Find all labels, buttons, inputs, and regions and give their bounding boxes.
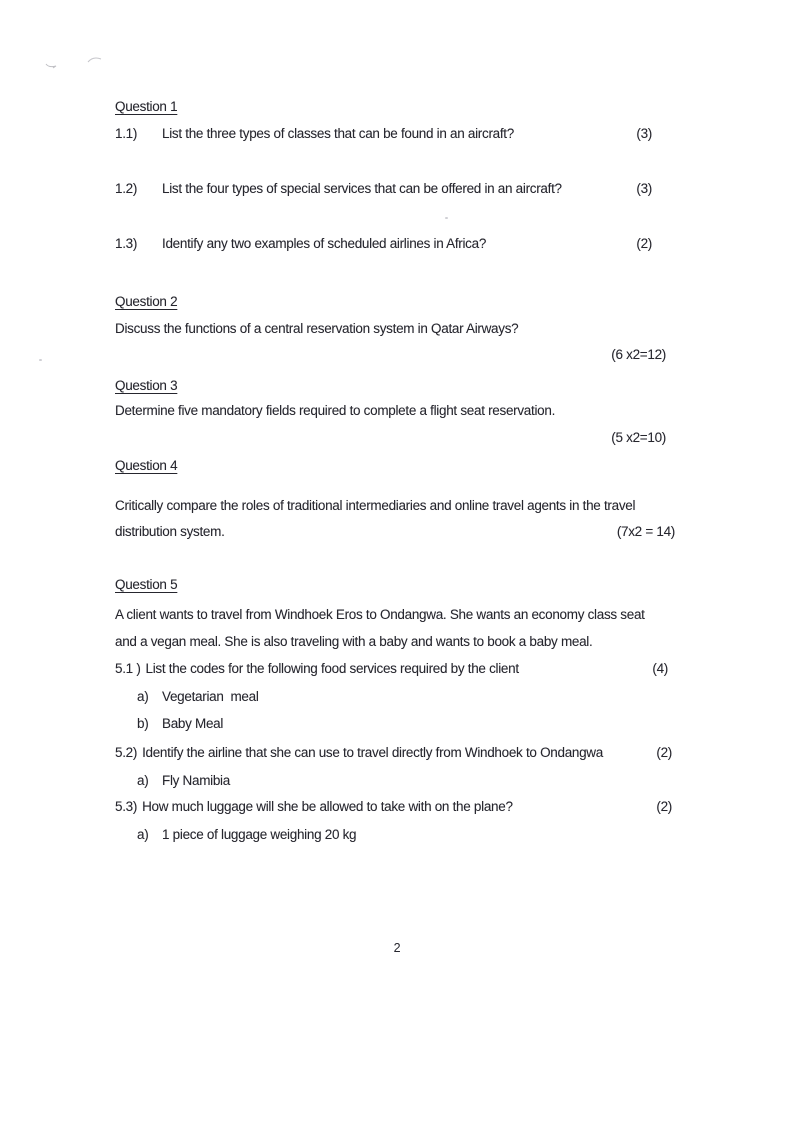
question-4-marks: (7x2 = 14) — [616, 524, 675, 539]
question-4-text-line1: Critically compare the roles of traditional intermediaries and online travel agents in the travel — [115, 498, 636, 513]
question-5-2-row — [115, 745, 603, 761]
question-5-1-sub-a — [137, 689, 259, 705]
question-1-1-text: List the three types of classes that can be found in an aircraft? — [162, 126, 514, 141]
question-5-1-sub-b-label: b) — [137, 716, 149, 731]
question-5-2-sub-a-text: Fly Namibia — [162, 773, 230, 788]
pen-scratch-mark — [42, 52, 112, 74]
question-5-3-row — [115, 799, 513, 815]
question-2-marks: (6 x2=12) — [611, 347, 666, 362]
question-4-heading: Question 4 — [115, 458, 178, 473]
question-1-2-row — [115, 181, 562, 197]
question-5-1-sub-a-label: a) — [137, 689, 149, 704]
question-5-3-sub-a — [137, 827, 356, 843]
question-5-1-row — [115, 661, 519, 677]
question-5-2-sub-a-label: a) — [137, 773, 149, 788]
question-3-marks: (5 x2=10) — [611, 430, 666, 445]
question-1-3-marks: (2) — [636, 236, 652, 251]
question-5-heading: Question 5 — [115, 577, 178, 592]
question-5-3-sub-a-text: 1 piece of luggage weighing 20 kg — [162, 827, 357, 842]
scan-speck — [39, 359, 42, 361]
question-1-2-text: List the four types of special services that can be offered in an aircraft? — [162, 181, 562, 196]
scan-speck — [445, 217, 448, 219]
question-2-heading: Question 2 — [115, 294, 178, 309]
question-1-heading: Question 1 — [115, 99, 178, 114]
question-5-intro-line2: and a vegan meal. She is also traveling with a baby and wants to book a baby meal. — [115, 634, 593, 649]
question-5-1-sub-b-text: Baby Meal — [162, 716, 224, 731]
question-5-1-number: 5.1 ) — [115, 661, 141, 676]
question-5-1-sub-b — [137, 716, 223, 732]
question-1-3-row — [115, 236, 486, 252]
question-5-intro-line1: A client wants to travel from Windhoek Eros to Ondangwa. She wants an economy class seat — [115, 607, 645, 622]
question-5-2-text: Identify the airline that she can use to travel directly from Windhoek to Ondangwa — [142, 745, 603, 760]
question-5-3-sub-a-label: a) — [137, 827, 149, 842]
question-5-2-number: 5.2) — [115, 745, 138, 760]
question-5-3-number: 5.3) — [115, 799, 138, 814]
question-3-heading: Question 3 — [115, 378, 178, 393]
question-5-3-marks: (2) — [656, 799, 672, 814]
question-1-3-number: 1.3) — [115, 236, 138, 251]
question-1-2-marks: (3) — [636, 181, 652, 196]
question-2-text: Discuss the functions of a central reservation system in Qatar Airways? — [115, 321, 519, 336]
question-1-2-number: 1.2) — [115, 181, 138, 196]
question-5-1-text: List the codes for the following food services required by the client — [145, 661, 519, 676]
question-5-1-sub-a-text: Vegetarian meal — [162, 689, 259, 704]
question-1-3-text: Identify any two examples of scheduled airlines in Africa? — [162, 236, 487, 251]
page-number: 2 — [393, 941, 401, 955]
question-1-1-marks: (3) — [636, 126, 652, 141]
question-1-1-row — [115, 126, 514, 142]
question-5-1-marks: (4) — [652, 661, 668, 676]
question-5-3-text: How much luggage will she be allowed to take with on the plane? — [142, 799, 513, 814]
question-1-1-number: 1.1) — [115, 126, 138, 141]
question-5-2-marks: (2) — [656, 745, 672, 760]
question-3-text: Determine five mandatory fields required to complete a flight seat reservation. — [115, 403, 556, 418]
question-4-text-line2: distribution system. — [115, 524, 225, 539]
question-5-2-sub-a — [137, 773, 230, 789]
